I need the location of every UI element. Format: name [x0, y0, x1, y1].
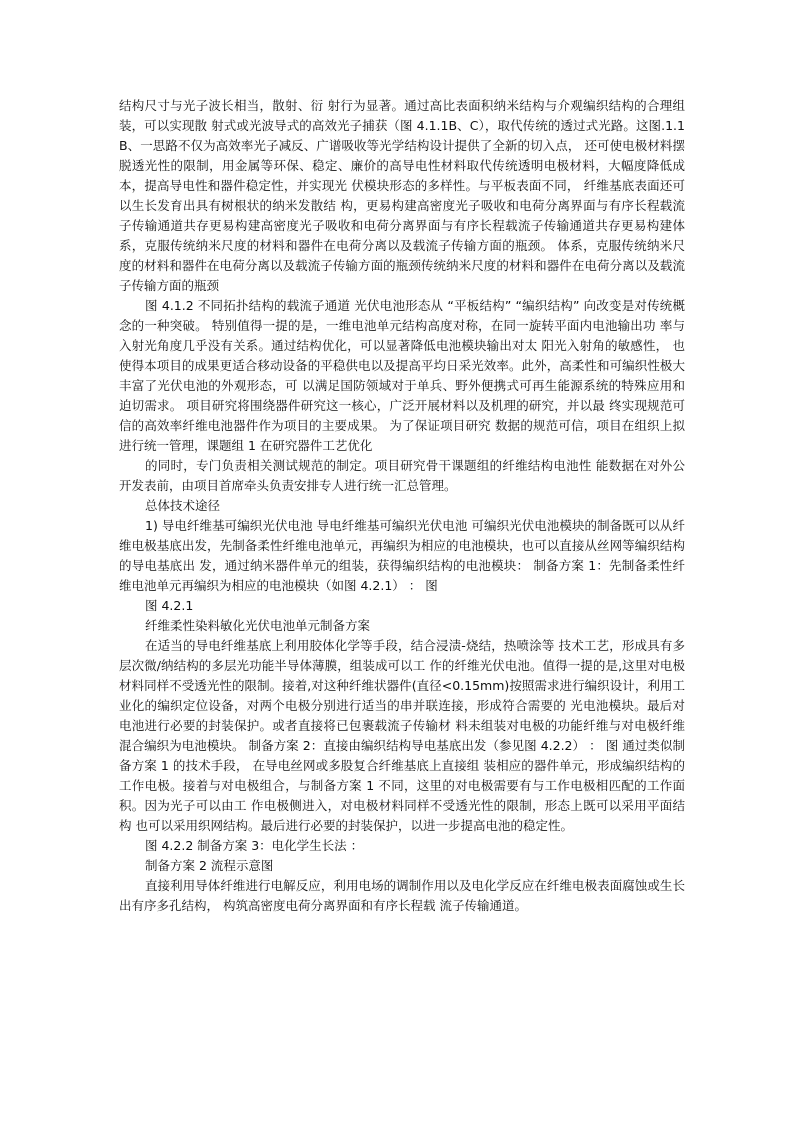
- paragraph-11: 直接利用导体纤维进行电解反应，利用电场的调制作用以及电化学反应在纤维电极表面腐蚀或生长出有序多孔结构， 构筑高密度电荷分离界面和有序长程载 流子传输通道。: [119, 878, 685, 913]
- figure-caption-4-2-1: 纤维柔性染料敏化光伏电池单元制备方案: [145, 618, 371, 633]
- figure-caption-4-2-2: 制备方案 2 流程示意图: [145, 858, 274, 873]
- figure-label-4-2-2: 图 4.2.2 制备方案 3：电化学生长法 ：: [145, 838, 364, 853]
- document-page: [119, 96, 685, 916]
- paragraph-5: 1) 导电纤维基可编织光伏电池 导电纤维基可编织光伏电池 可编织光伏电池模块的制备既可以从纤维电极基底出发，先制备柔性纤维电池单元，再编织为相应的电池模块，也可以直接从丝网等编织结构的导电基底出 发，通过纳米器件单元的组装，获得编织结构的电池模块： 制备方案 1：先制备柔性纤维电池单元再编织为相应的电池模块（如图 4.2.1） ： 图: [119, 518, 685, 593]
- paragraph-2: 图 4.1.2 不同拓扑结构的载流子通道 光伏电池形态从 “平板结构” “编织结构” 向改变是对传统概念的一种突破。 特别值得一提的是，一维电池单元结构高度对称，在同一旋转平面内电池输出功 率与入射光角度几乎没有关系。通过结构优化，可以显著降低电池模块输出对太 阳光入射角的敏感性， 也使得本项目的成果更适合移动设备的平稳供电以及提高平均日采光效率。此外，高柔性和可编织性极大丰富了光伏电池的外观形态，可 以满足国防领域对于单兵、野外便携式可再生能源系统的特殊应用和迫切需求。 项目研究将围绕器件研究这一核心，广泛开展材料以及机理的研究，并以最 终实现规范可信的高效率纤维电池器件作为项目的主要成果。 为了保证项目研究 数据的规范可信，项目在组织上拟进行统一管理，课题组 1 在研究器件工艺优化: [119, 298, 685, 453]
- paragraph-3: 的同时，专门负责相关测试规范的制定。项目研究骨干课题组的纤维结构电池性 能数据在对外公开发表前，由项目首席牵头负责安排专人进行统一汇总管理。: [119, 458, 685, 493]
- figure-label-4-2-1: 图 4.2.1: [145, 598, 194, 613]
- paragraph-1: 结构尺寸与光子波长相当，散射、衍 射行为显著。通过高比表面积纳米结构与介观编织结构的合理组装，可以实现散 射式或光波导式的高效光子捕获（图 4.1.1B、C），取代传统的透过式光路。这图.1.1B、一思路不仅为高效率光子减反、广谱吸收等光学结构设计提供了全新的切入点， 还可使电极材料摆脱透光性的限制，用金属等环保、稳定、廉价的高导电性材料取代传统透明电极材料，大幅度降低成本，提高导电性和器件稳定性，并实现光 伏模块形态的多样性。与平板表面不同， 纤维基底表面还可以生长发育出具有树根状的纳米发散结 构，更易构建高密度光子吸收和电荷分离界面与有序长程载流子传输通道共存更易构建高密度光子吸收和电荷分离界面与有序长程载流子传输通道共存更易构建体系，克服传统纳米尺度的材料和器件在电荷分离以及载流子传输方面的瓶颈。 体系，克服传统纳米尺度的材料和器件在电荷分离以及载流子传输方面的瓶颈传统纳米尺度的材料和器件在电荷分离以及载流子传输方面的瓶颈: [119, 98, 685, 293]
- section-heading: 总体技术途径: [145, 498, 221, 513]
- paragraph-8: 在适当的导电纤维基底上利用胶体化学等手段，结合浸渍-烧结，热喷涂等 技术工艺，形成具有多层次微/纳结构的多层光功能半导体薄膜，组装成可以工 作的纤维光伏电池。值得一提的是,这里对电极材料同样不受透光性的限制。接着,对这种纤维状器件(直径<0.15mm)按照需求进行编织设计，利用工 业化的编织定位设备，对两个电极分别进行适当的串并联连接，形成符合需要的 光电池模块。最后对电池进行必要的封装保护。或者直接将已包裹载流子传输材 料未组装对电极的功能纤维与对电极纤维混合编织为电池模块。 制备方案 2：直接由编织结构导电基底出发（参见图 4.2.2） ： 图 通过类似制备方案 1 的技术手段， 在导电丝网或多股复合纤维基底上直接组 装相应的器件单元，形成编织结构的工作电极。接着与对电极组合，与制备方案 1 不同，这里的对电极需要有与工作电极相匹配的工作面积。因为光子可以由工 作电极侧进入，对电极材料同样不受透光性的限制，形态上既可以采用平面结构 也可以采用织网结构。最后进行必要的封装保护，以进一步提高电池的稳定性。: [119, 638, 685, 833]
